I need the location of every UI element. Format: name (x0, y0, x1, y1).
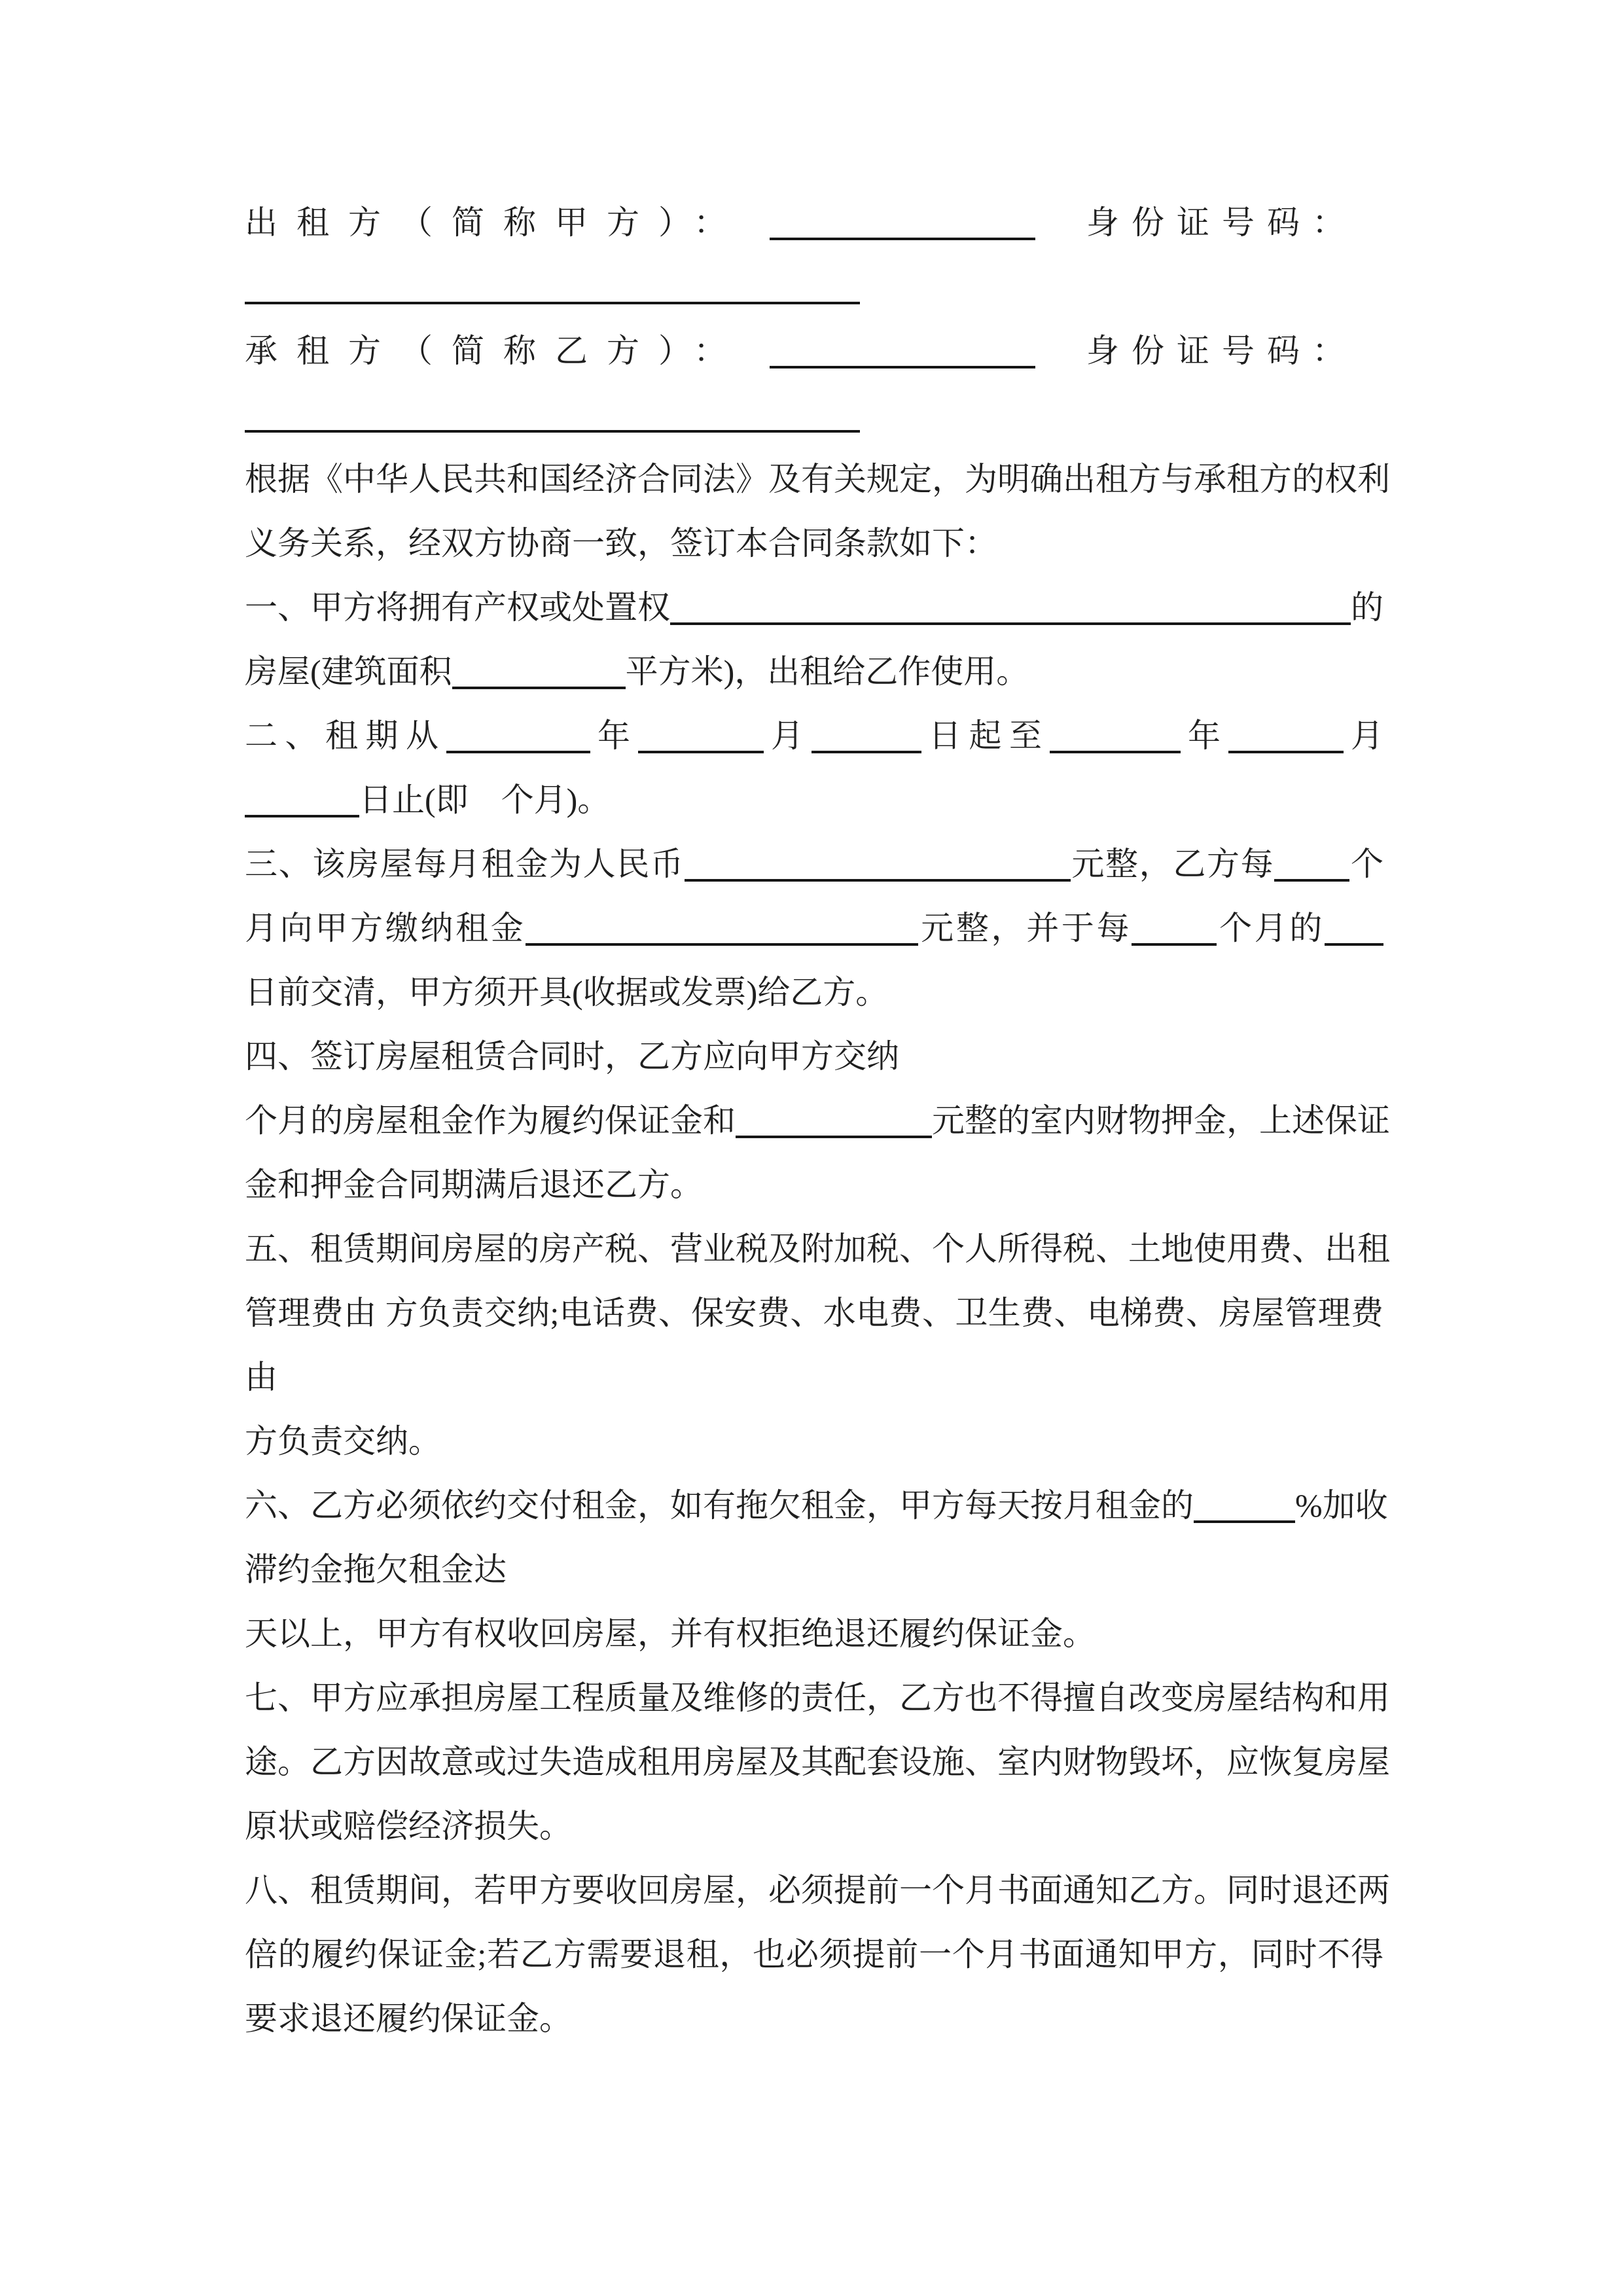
text-run: 八、租赁期间，若甲方要收回房屋，必须提前一个月书面通知乙方。同时退还两 (245, 1872, 1390, 1909)
blank-underline-field (1228, 743, 1344, 753)
text-run: 义务关系，经双方协商一致，签订本合同条款如下： (245, 525, 997, 562)
text-run: 元整，并于每 (918, 910, 1132, 946)
contract-line-2 (245, 255, 1383, 319)
text-run: 元整的室内财物押金，上述保证 (932, 1102, 1390, 1139)
text-run: 房屋(建筑面积 (245, 653, 452, 690)
contract-line-11 (245, 832, 1383, 896)
blank-underline-field (245, 422, 860, 433)
contract-line-19 (245, 1345, 1383, 1409)
text-run: 的 (1351, 589, 1383, 626)
spacer (745, 361, 770, 362)
contract-line-29 (245, 1986, 1383, 2051)
text-run: 五、租赁期间房屋的房产税、营业税及附加税、个人所得税、土地使用费、出租 (245, 1230, 1390, 1267)
text-run: 月 (763, 717, 812, 754)
blank-underline-field (1274, 871, 1349, 882)
text-run: 一、甲方将拥有产权或处置权 (245, 589, 670, 626)
blank-underline-field (770, 230, 1035, 240)
contract-body (245, 190, 1390, 2051)
contract-line-7 (245, 575, 1383, 639)
blank-underline-field (1194, 1513, 1295, 1523)
contract-line-12 (245, 896, 1383, 960)
contract-line-14 (245, 1024, 1383, 1088)
text-run: 身份证号码： (1086, 204, 1357, 241)
text-run: 二、租期从 (245, 717, 446, 754)
contract-line-13 (245, 960, 1383, 1024)
text-run: 途。乙方因故意或过失造成租用房屋及其配套设施、室内财物毁坏，应恢复房屋 (245, 1744, 1390, 1780)
text-run: 根据《中华人民共和国经济合同法》及有关规定，为明确出租方与承租方的权利 (245, 461, 1390, 497)
blank-underline-field (736, 1128, 932, 1138)
contract-line-18 (245, 1281, 1383, 1345)
blank-underline-field (685, 871, 1071, 882)
text-run: %加收 (1295, 1487, 1388, 1524)
text-run: 承租方（简称乙方）： (245, 332, 745, 369)
text-run: 日前交清，甲方须开具(收据或发票)给乙方。 (245, 974, 889, 1011)
text-run: 六、乙方必须依约交付租金，如有拖欠租金，甲方每天按月租金的 (245, 1487, 1194, 1524)
text-run: 由 (245, 1359, 277, 1395)
text-run: 元整，乙方每 (1070, 846, 1275, 882)
text-run: 个月的房屋租金作为履约保证金和 (245, 1102, 736, 1139)
text-run: 日起至 (921, 717, 1050, 754)
text-run: 管理费由 方负责交纳;电话费、保安费、水电费、卫生费、电梯费、房屋管理费 (245, 1295, 1383, 1331)
blank-underline-field (452, 679, 626, 689)
contract-line-16 (245, 1153, 1383, 1217)
contract-line-26 (245, 1794, 1383, 1858)
contract-line-17 (245, 1217, 1390, 1281)
text-run: 三、该房屋每月租金为人民币 (245, 846, 685, 882)
spacer (1035, 361, 1086, 362)
contract-line-24 (245, 1666, 1390, 1730)
contract-line-10 (245, 768, 1383, 832)
contract-line-20 (245, 1409, 1383, 1473)
text-run: 天以上，甲方有权收回房屋，并有权拒绝退还履约保证金。 (245, 1615, 1096, 1652)
text-run: 月向甲方缴纳租金 (245, 910, 526, 946)
text-run: 年 (1180, 717, 1228, 754)
blank-underline-field (1050, 743, 1181, 753)
blank-underline-field (245, 294, 860, 304)
text-run: 倍的履约保证金;若乙方需要退租，也必须提前一个月书面通知甲方，同时不得 (245, 1936, 1383, 1973)
text-run: 个 (1349, 846, 1384, 882)
contract-line-23 (245, 1602, 1383, 1666)
blank-underline-field (245, 807, 359, 817)
blank-underline-field (670, 615, 1351, 625)
contract-line-6 (245, 511, 1383, 575)
text-run: 年 (590, 717, 638, 754)
contract-line-21 (245, 1473, 1388, 1537)
text-run: 要求退还履约保证金。 (245, 2000, 572, 2037)
text-run: 身份证号码： (1086, 332, 1357, 369)
text-run: 日止(即 个月)。 (359, 781, 611, 818)
text-run: 平方米)，出租给乙作使用。 (625, 653, 1029, 690)
text-run: 金和押金合同期满后退还乙方。 (245, 1166, 703, 1203)
contract-line-22 (245, 1537, 1383, 1602)
contract-line-28 (245, 1922, 1383, 1986)
contract-line-5 (245, 447, 1390, 511)
contract-line-25 (245, 1730, 1390, 1794)
blank-underline-field (812, 743, 921, 753)
text-run: 四、签订房屋租赁合同时，乙方应向甲方交纳 (245, 1038, 899, 1075)
contract-line-15 (245, 1088, 1390, 1153)
spacer (1035, 233, 1086, 234)
blank-underline-field (526, 935, 918, 946)
blank-underline-field (446, 743, 590, 753)
contract-line-27 (245, 1858, 1390, 1922)
blank-underline-field (638, 743, 764, 753)
spacer (745, 233, 770, 234)
contract-line-1 (245, 190, 1383, 255)
blank-underline-field (1132, 935, 1217, 946)
text-run: 原状或赔偿经济损失。 (245, 1808, 572, 1844)
contract-line-8 (245, 639, 1383, 704)
text-run: 出租方（简称甲方）： (245, 204, 745, 241)
blank-underline-field (770, 358, 1035, 368)
text-run: 方负责交纳。 (245, 1423, 441, 1460)
blank-underline-field (1325, 935, 1383, 946)
text-run: 滞约金拖欠租金达 (245, 1551, 507, 1588)
contract-line-3 (245, 319, 1383, 383)
text-run: 七、甲方应承担房屋工程质量及维修的责任，乙方也不得擅自改变房屋结构和用 (245, 1679, 1390, 1716)
contract-line-4 (245, 383, 1383, 447)
contract-line-9 (245, 704, 1383, 768)
text-run: 月 (1343, 717, 1383, 754)
text-run: 个月的 (1217, 910, 1325, 946)
